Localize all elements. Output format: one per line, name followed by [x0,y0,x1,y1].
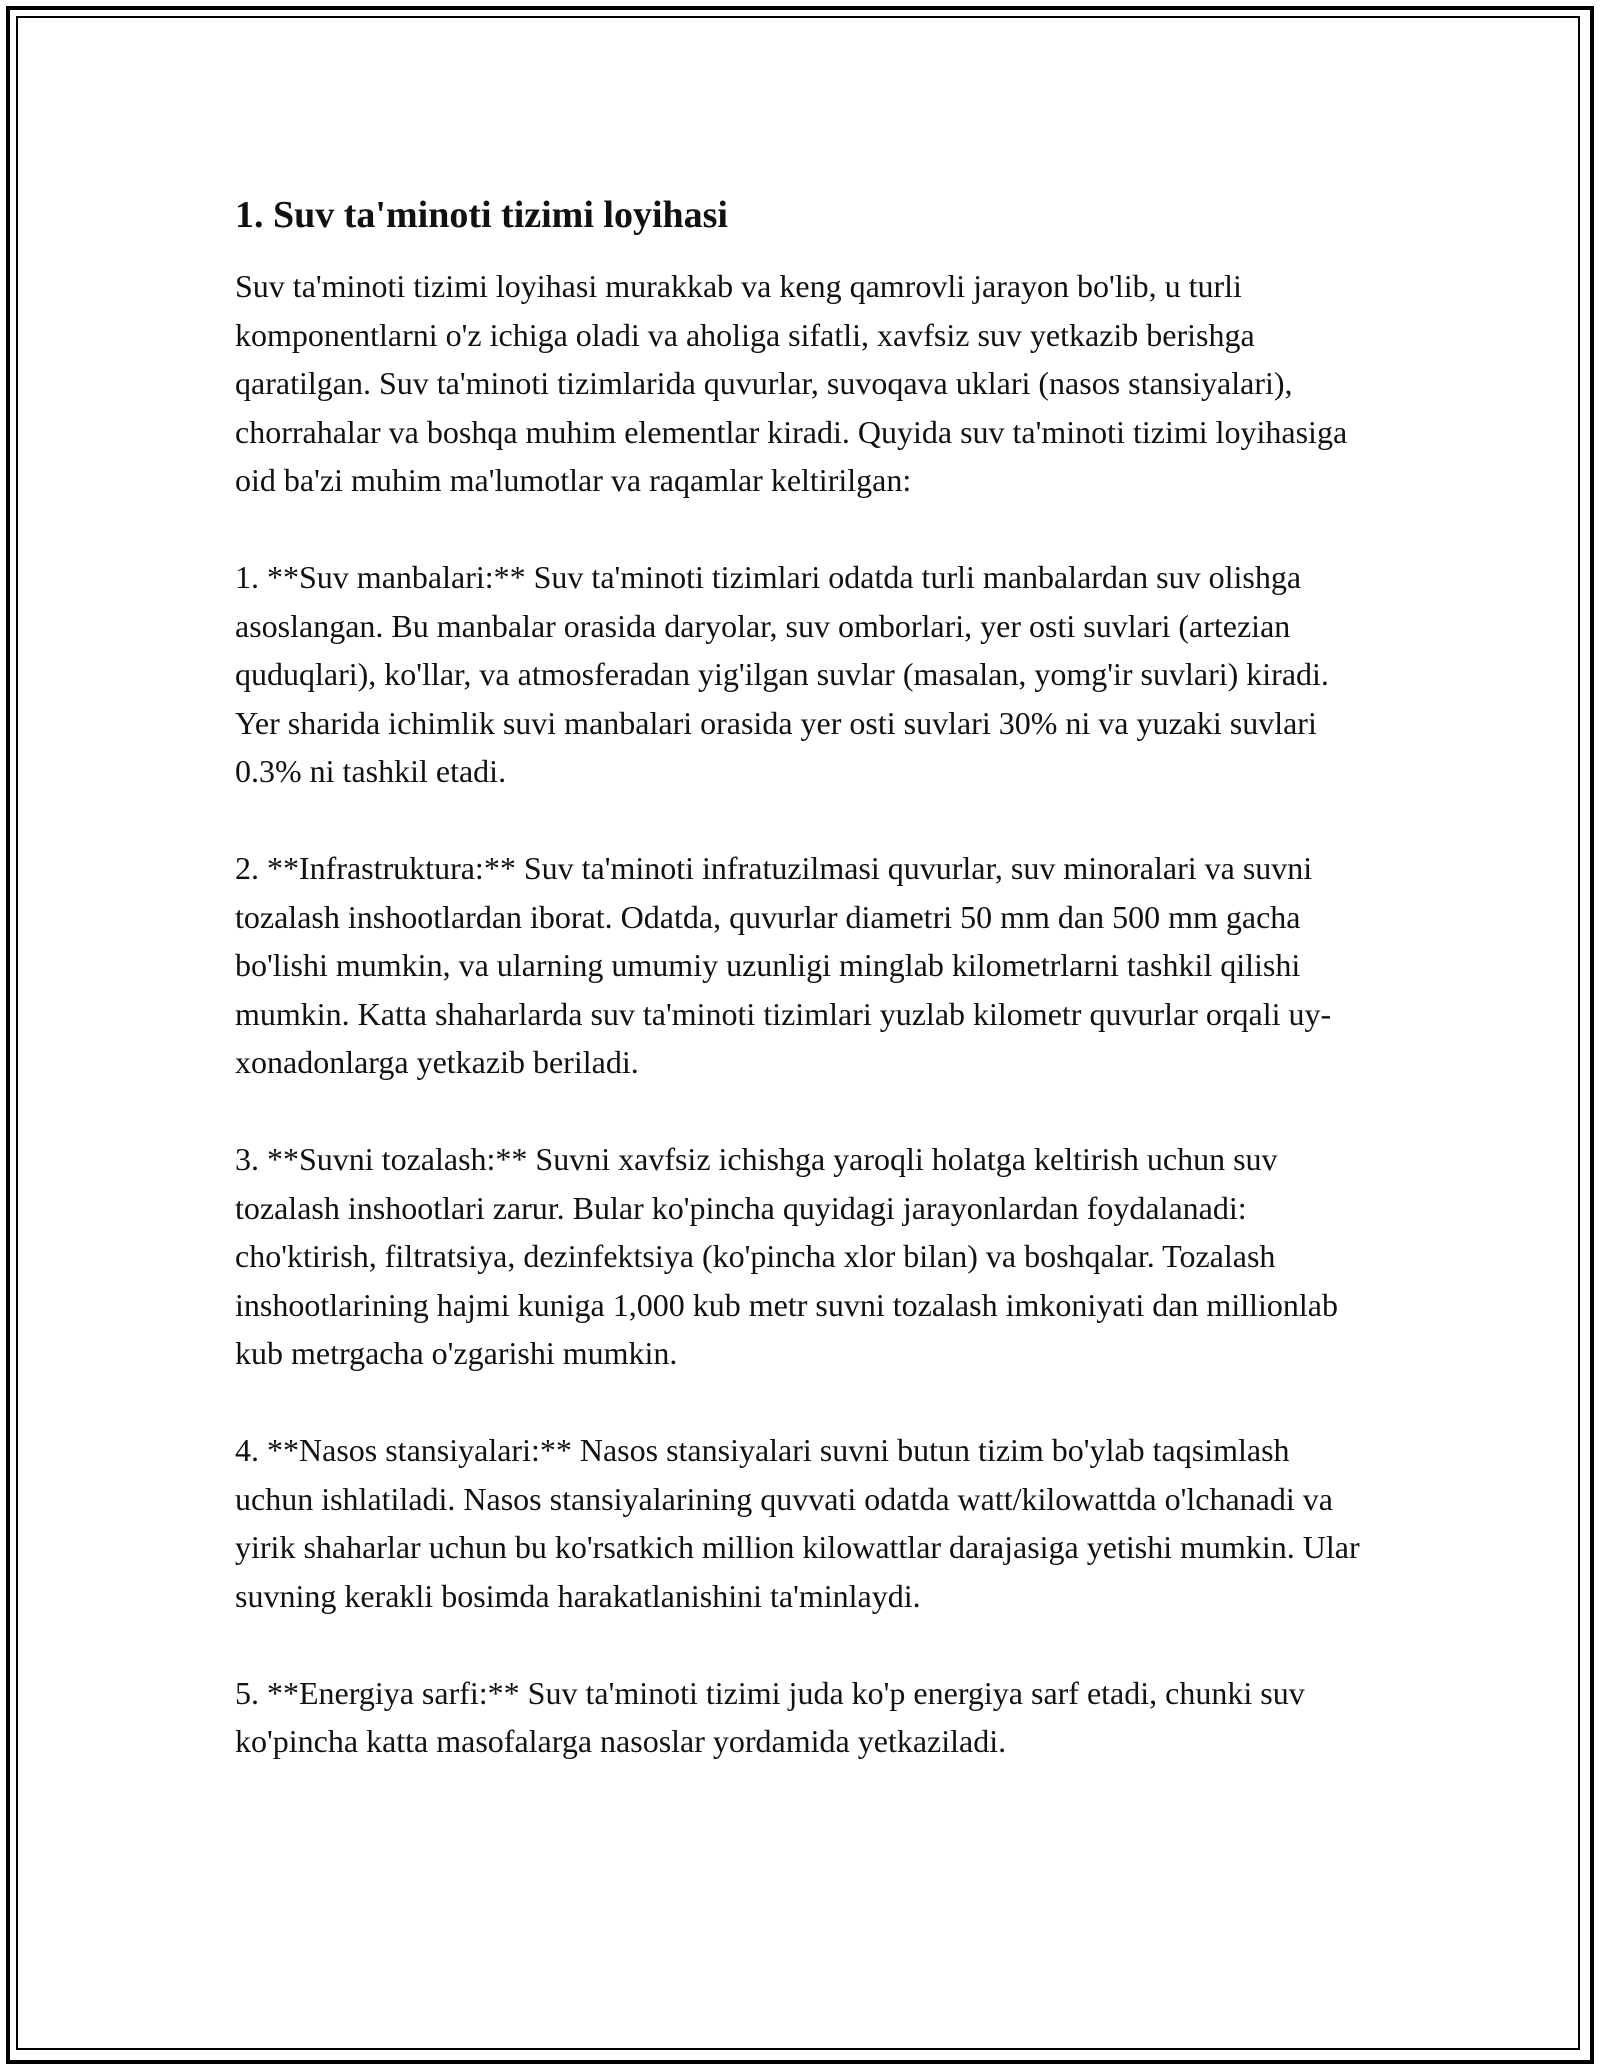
document-body [235,190,1370,1766]
intro-paragraph: Suv ta'minoti tizimi loyihasi murakkab va keng qamrovli jarayon bo'lib, u turli komponentlarni o'z ichiga oladi va aholiga sifatli, xavfsiz suv yetkazib berishga qaratilgan. Suv ta'minoti tizimlarida quvurlar, suvoqava uklari (nasos stansiyalari), chorrahalar va boshqa muhim elementlar kiradi. Quyida suv ta'minoti tizimi loyihasiga oid ba'zi muhim ma'lumotlar va raqamlar keltirilgan: [235,268,1348,498]
paragraph-pump-stations: 4. **Nasos stansiyalari:** Nasos stansiyalari suvni butun tizim bo'ylab taqsimlash uchun ishlatiladi. Nasos stansiyalarining quvvati odatda watt/kilowattda o'lchanadi va yirik shaharlar uchun bu ko'rsatkich million kilowattlar darajasiga yetishi mumkin. Ular suvning kerakli bosimda harakatlanishini ta'minlaydi. [235,1432,1360,1614]
document-title: 1. Suv ta'minoti tizimi loyihasi [235,194,728,236]
paragraph-water-treatment: 3. **Suvni tozalash:** Suvni xavfsiz ichishga yaroqli holatga keltirish uchun suv tozalash inshootlari zarur. Bular ko'pincha quyidagi jarayonlardan foydalanadi: cho'ktirish, filtratsiya, dezinfektsiya (ko'pincha xlor bilan) va boshqalar. Tozalash inshootlarining hajmi kuniga 1,000 kub metr suvni tozalash imkoniyati dan millionlab kub metrgacha o'zgarishi mumkin. [235,1141,1338,1371]
paragraph-water-sources: 1. **Suv manbalari:** Suv ta'minoti tizimlari odatda turli manbalardan suv olishga asoslangan. Bu manbalar orasida daryolar, suv omborlari, yer osti suvlari (artezian quduqlari), ko'llar, va atmosferadan yig'ilgan suvlar (masalan, yomg'ir suvlari) kiradi. Yer sharida ichimlik suvi manbalari orasida yer osti suvlari 30% ni va yuzaki suvlari 0.3% ni tashkil etadi. [235,559,1329,789]
paragraph-infrastructure: 2. **Infrastruktura:** Suv ta'minoti infratuzilmasi quvurlar, suv minoralari va suvni tozalash inshootlardan iborat. Odatda, quvurlar diametri 50 mm dan 500 mm gacha bo'lishi mumkin, va ularning umumiy uzunligi minglab kilometrlarni tashkil qilishi mumkin. Katta shaharlarda suv ta'minoti tizimlari yuzlab kilometr quvurlar orqali uy-xonadonlarga yetkazib beriladi. [235,850,1332,1080]
paragraph-energy-consumption: 5. **Energiya sarfi:** Suv ta'minoti tizimi juda ko'p energiya sarf etadi, chunki suv ko'pincha katta masofalarga nasoslar yordamida yetkaziladi. [235,1674,1305,1759]
